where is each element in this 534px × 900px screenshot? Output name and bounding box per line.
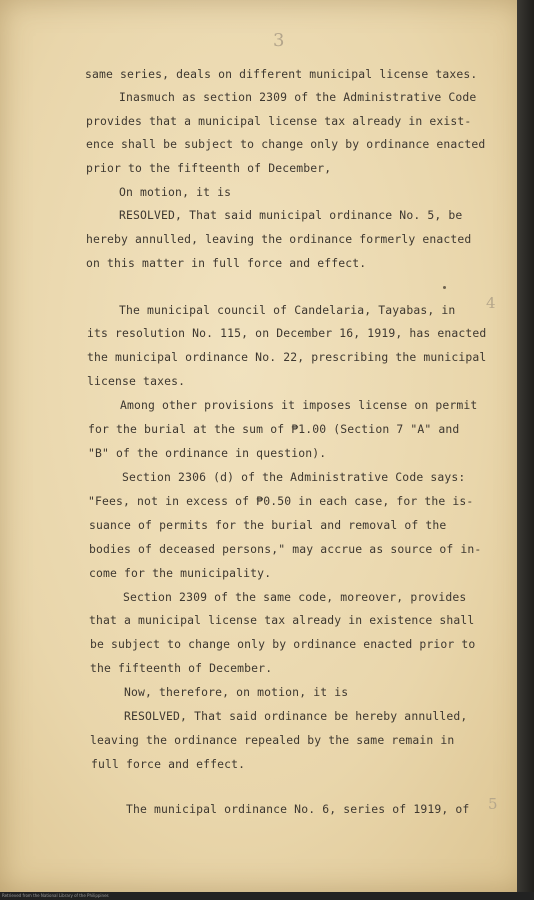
footer-note: Retrieved from the National Library of the Philippines [2, 893, 109, 898]
text-line: that a municipal license tax already in existence shall [89, 613, 475, 627]
page-number: 3 [273, 30, 285, 51]
text-line: for the burial at the sum of ₱1.00 (Section 7 "A" and [88, 422, 460, 436]
text-line: RESOLVED, That said ordinance be hereby annulled, [124, 709, 468, 723]
text-line: Inasmuch as section 2309 of the Administrative Code [119, 90, 477, 104]
text-line: RESOLVED, That said municipal ordinance No. 5, be [119, 208, 463, 222]
text-line: same series, deals on different municipal license taxes. [85, 67, 478, 81]
margin-number: 5 [488, 795, 498, 813]
text-line: ence shall be subject to change only by ordinance enacted [86, 137, 486, 151]
text-line: suance of permits for the burial and removal of the [89, 518, 447, 532]
text-line: hereby annulled, leaving the ordinance formerly enacted [86, 232, 472, 246]
text-line: Among other provisions it imposes license on permit [120, 398, 478, 412]
text-line: The municipal ordinance No. 6, series of 1919, of [126, 802, 470, 816]
text-line: its resolution No. 115, on December 16, 1919, has enacted [87, 326, 487, 340]
text-line: leaving the ordinance repealed by the same remain in [90, 733, 455, 747]
text-line: Now, therefore, on motion, it is [124, 685, 349, 699]
text-line: prior to the fifteenth of December, [86, 161, 332, 175]
text-line: "Fees, not in excess of ₱0.50 in each case, for the is- [88, 494, 474, 508]
text-line: the municipal ordinance No. 22, prescribing the municipal [87, 350, 487, 364]
ink-mark [443, 286, 446, 289]
text-line: be subject to change only by ordinance enacted prior to [90, 637, 476, 651]
text-line: come for the municipality. [89, 566, 272, 580]
text-line: full force and effect. [91, 757, 246, 771]
margin-number: 4 [486, 294, 496, 312]
scan-edge [517, 0, 534, 900]
text-line: "B" of the ordinance in question). [88, 446, 327, 460]
text-line: license taxes. [87, 374, 186, 388]
text-line: Section 2309 of the same code, moreover, provides [123, 590, 467, 604]
text-line: the fifteenth of December. [90, 661, 273, 675]
text-line: bodies of deceased persons," may accrue as source of in- [89, 542, 482, 556]
text-line: On motion, it is [119, 185, 232, 199]
text-line: provides that a municipal license tax already in exist- [86, 114, 472, 128]
text-line: Section 2306 (d) of the Administrative Code says: [122, 470, 466, 484]
text-line: on this matter in full force and effect. [86, 256, 367, 270]
text-line: The municipal council of Candelaria, Tayabas, in [119, 303, 456, 317]
